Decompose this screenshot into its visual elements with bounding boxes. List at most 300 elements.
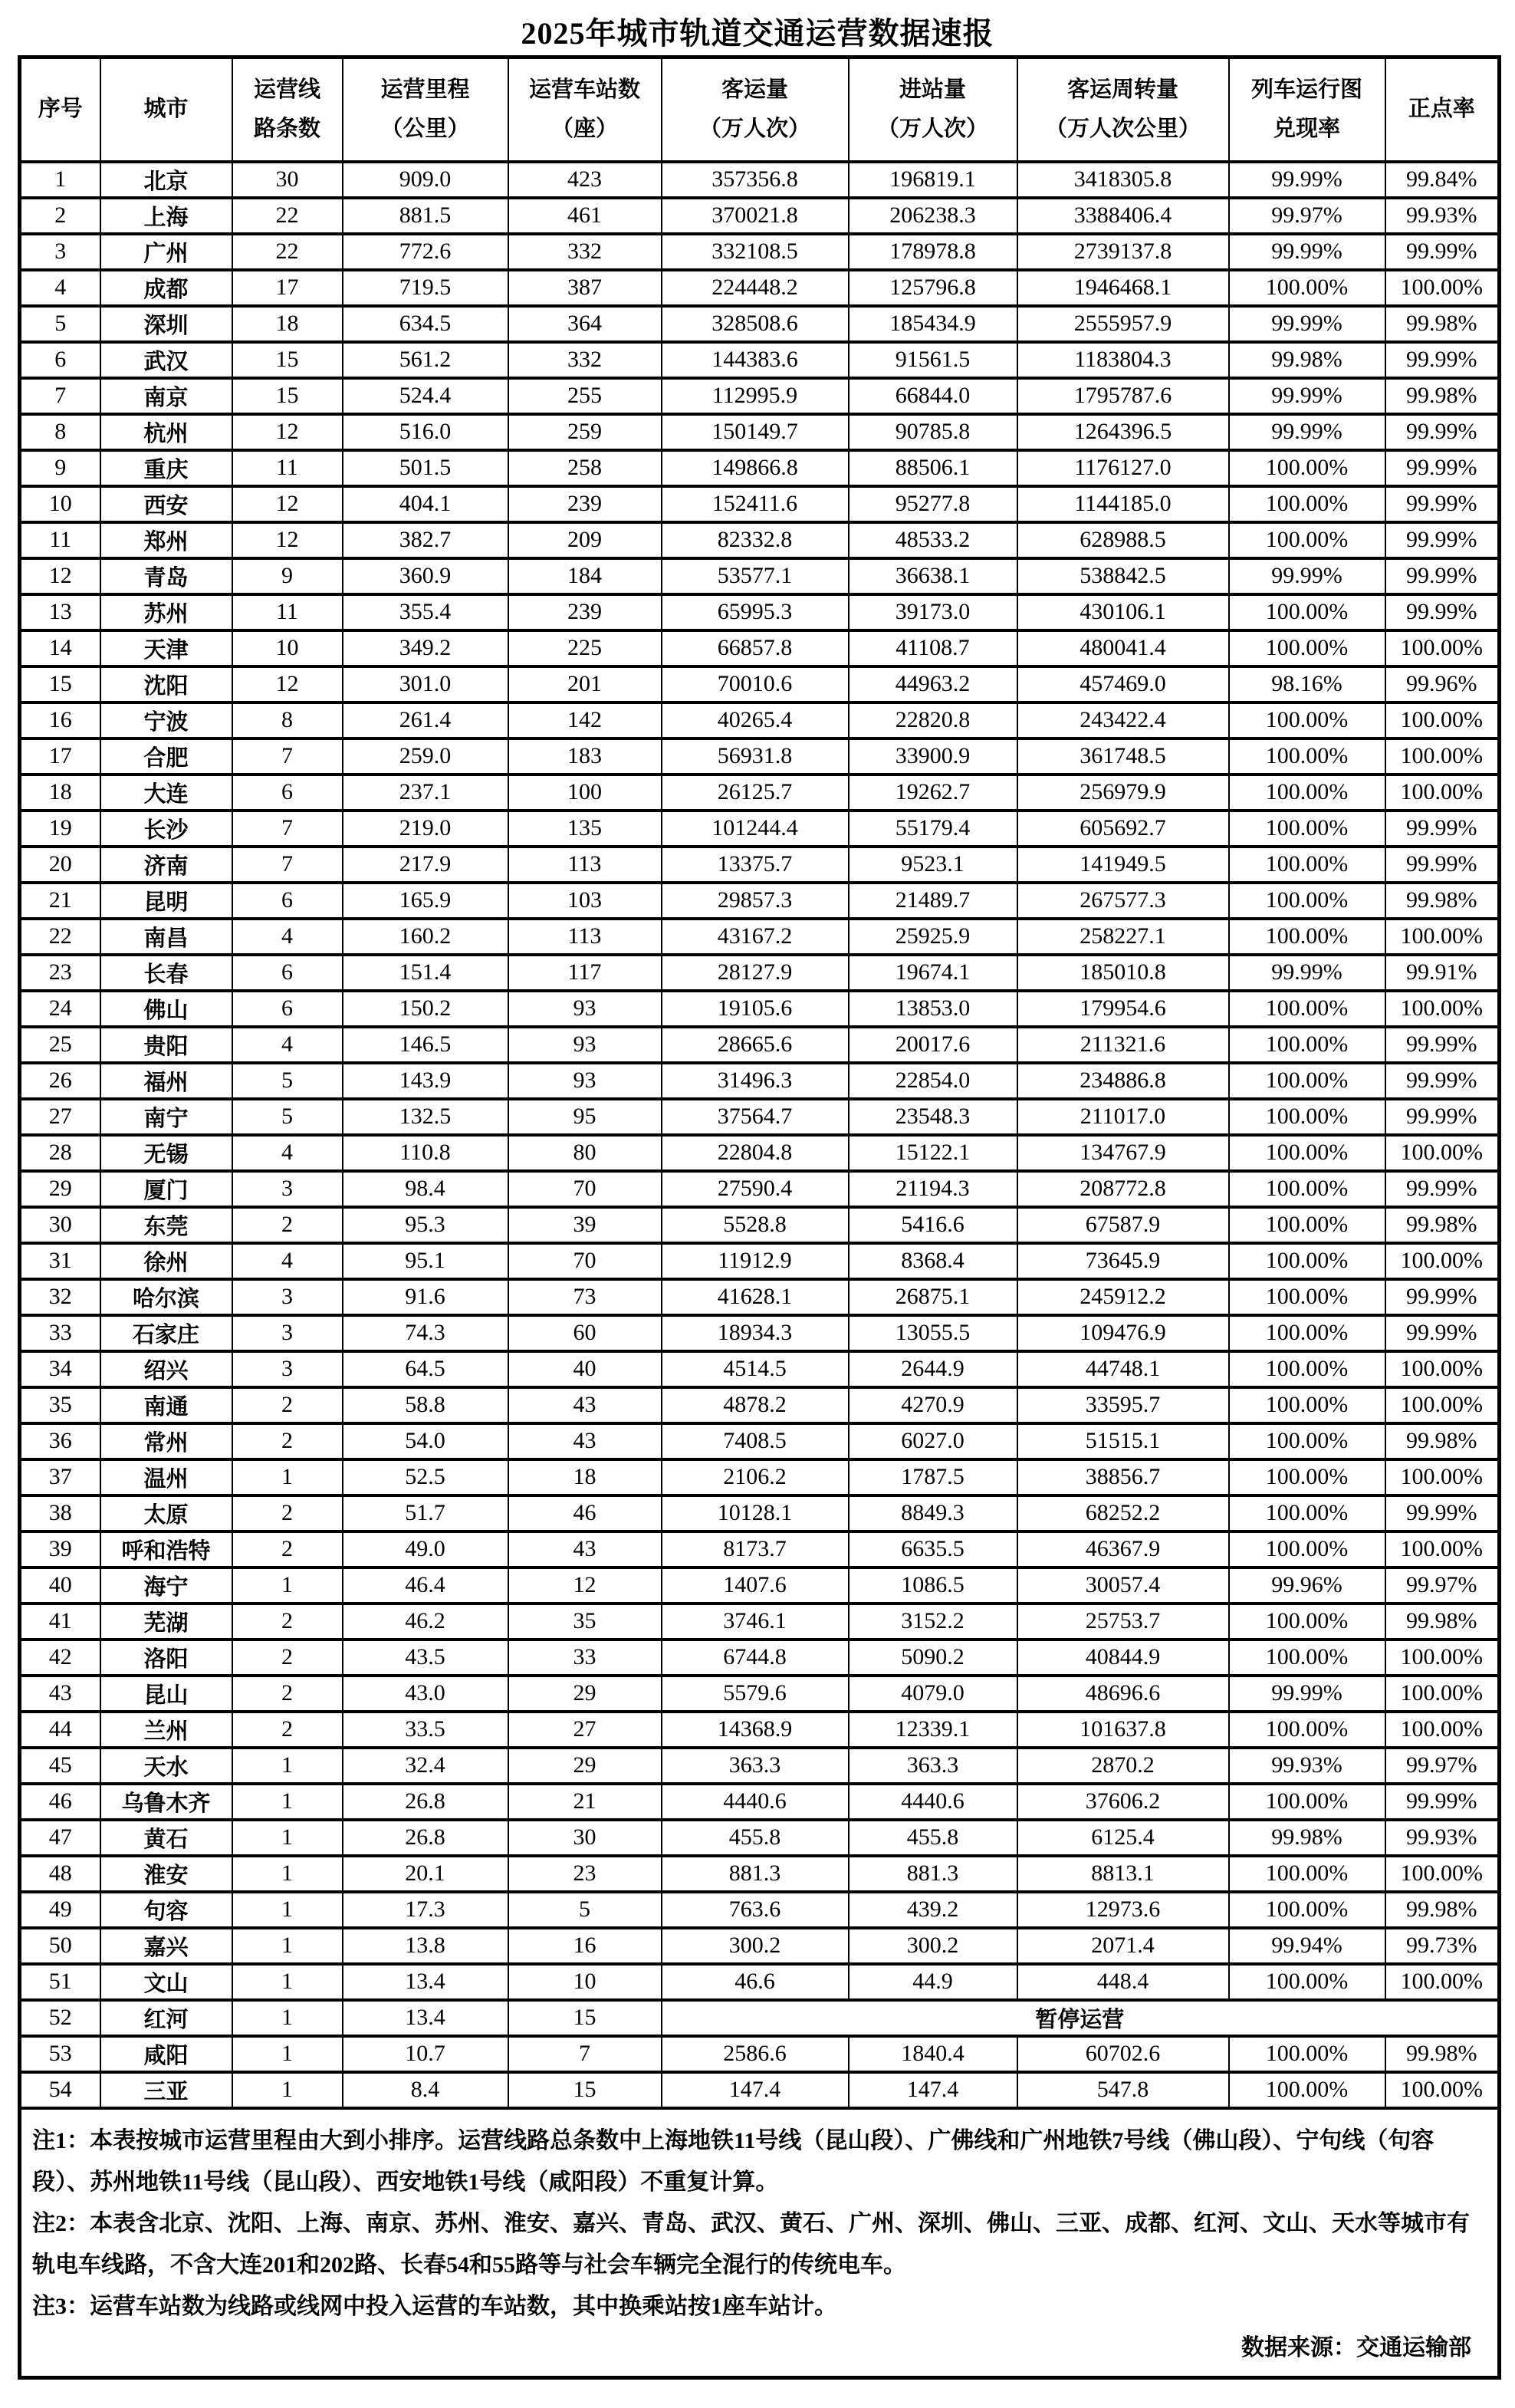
- table-cell: 徐州: [100, 1243, 232, 1279]
- table-cell: 73: [508, 1279, 662, 1315]
- column-header: 城市: [100, 58, 232, 162]
- table-cell: 4: [232, 919, 343, 955]
- table-cell: 8813.1: [1017, 1856, 1229, 1892]
- table-cell: 18934.3: [662, 1315, 849, 1351]
- table-cell: 12: [232, 414, 343, 450]
- table-cell: 44963.2: [849, 666, 1017, 702]
- table-cell: 10: [508, 1964, 662, 2000]
- table-cell: 黄石: [100, 1820, 232, 1856]
- table-cell: 15: [508, 2000, 662, 2036]
- table-cell: 太原: [100, 1495, 232, 1531]
- page-title: 2025年城市轨道交通运营数据速报: [521, 16, 994, 51]
- table-cell: 300.2: [849, 1928, 1017, 1964]
- table-cell: 3418305.8: [1017, 162, 1229, 198]
- table-cell: 259: [508, 414, 662, 450]
- table-cell: 22: [232, 234, 343, 270]
- table-cell: 7: [508, 2036, 662, 2072]
- table-cell: 99.99%: [1385, 1099, 1500, 1135]
- table-cell: 6125.4: [1017, 1820, 1229, 1856]
- table-cell: 142: [508, 702, 662, 739]
- table-cell: 52.5: [343, 1459, 508, 1495]
- table-cell: 4440.6: [849, 1784, 1017, 1820]
- table-row: [20, 702, 1500, 739]
- column-header: 列车运行图 兑现率: [1229, 58, 1385, 162]
- data-source: 数据来源：交通运输部: [1241, 2334, 1471, 2360]
- column-header: 序号: [20, 58, 100, 162]
- table-cell: 15122.1: [849, 1135, 1017, 1171]
- table-row: [20, 2000, 1500, 2036]
- table-cell: 3152.2: [849, 1604, 1017, 1640]
- table-cell: 南通: [100, 1387, 232, 1423]
- table-cell: 2: [232, 1676, 343, 1712]
- table-cell: 99.98%: [1385, 2036, 1500, 2072]
- table-cell: 100.00%: [1229, 775, 1385, 811]
- column-header: 客运周转量 （万人次公里）: [1017, 58, 1229, 162]
- table-cell: 20017.6: [849, 1027, 1017, 1063]
- table-row: [20, 1531, 1500, 1568]
- table-cell: 兰州: [100, 1712, 232, 1748]
- notes: [20, 2108, 1500, 2378]
- table-cell: 南宁: [100, 1099, 232, 1135]
- table-cell: 99.98%: [1385, 883, 1500, 919]
- table-cell: 28127.9: [662, 955, 849, 991]
- table-cell: 100.00%: [1229, 1856, 1385, 1892]
- table-cell: 100.00%: [1229, 630, 1385, 666]
- table-cell: 50: [20, 1928, 100, 1964]
- table-cell: 1407.6: [662, 1568, 849, 1604]
- table-cell: 99.99%: [1385, 414, 1500, 450]
- table-cell: 1795787.6: [1017, 378, 1229, 414]
- table-cell: 54: [20, 2072, 100, 2108]
- table-cell: 524.4: [343, 378, 508, 414]
- table-row: [20, 1243, 1500, 1279]
- note-label: 注1：: [32, 2127, 90, 2153]
- table-cell: 4: [232, 1027, 343, 1063]
- table-cell: 12: [20, 558, 100, 594]
- table-cell: 咸阳: [100, 2036, 232, 2072]
- table-cell: 14368.9: [662, 1712, 849, 1748]
- table-cell: 26.8: [343, 1784, 508, 1820]
- table-cell: 99.99%: [1385, 522, 1500, 558]
- table-cell: 100.00%: [1229, 1351, 1385, 1387]
- table-cell: 12: [232, 486, 343, 522]
- table-cell: 99.98%: [1385, 306, 1500, 342]
- table-cell: 634.5: [343, 306, 508, 342]
- table-row: [20, 1784, 1500, 1820]
- table-body: [20, 162, 1500, 2378]
- table-cell: 332: [508, 234, 662, 270]
- table-cell: 36: [20, 1423, 100, 1459]
- table-cell: 370021.8: [662, 198, 849, 234]
- table-cell: 昆山: [100, 1676, 232, 1712]
- table-cell: 99.99%: [1385, 594, 1500, 630]
- table-cell: 99.97%: [1385, 1748, 1500, 1784]
- table-cell: 21489.7: [849, 883, 1017, 919]
- table-cell: 100.00%: [1385, 1640, 1500, 1676]
- table-cell: 461: [508, 198, 662, 234]
- table-cell: 53577.1: [662, 558, 849, 594]
- table-cell: 43: [20, 1676, 100, 1712]
- table-cell: 360.9: [343, 558, 508, 594]
- table-cell: 387: [508, 270, 662, 306]
- column-header: 运营线 路条数: [232, 58, 343, 162]
- table-cell: 206238.3: [849, 198, 1017, 234]
- table-cell: 209: [508, 522, 662, 558]
- table-cell: 364: [508, 306, 662, 342]
- table-cell: 349.2: [343, 630, 508, 666]
- table-cell: 9523.1: [849, 847, 1017, 883]
- table-cell: 11912.9: [662, 1243, 849, 1279]
- table-cell: 2644.9: [849, 1351, 1017, 1387]
- table-cell: 183: [508, 739, 662, 775]
- table-cell: 43.5: [343, 1640, 508, 1676]
- table-cell: 100.00%: [1385, 1135, 1500, 1171]
- table-cell: 99.99%: [1385, 1784, 1500, 1820]
- table-cell: 73645.9: [1017, 1243, 1229, 1279]
- table-row: [20, 1423, 1500, 1459]
- table-cell: 245912.2: [1017, 1279, 1229, 1315]
- table-cell: 杭州: [100, 414, 232, 450]
- table-cell: 12973.6: [1017, 1892, 1229, 1928]
- table-cell: 26: [20, 1063, 100, 1099]
- table-cell: 46.2: [343, 1604, 508, 1640]
- table-cell: 93: [508, 1063, 662, 1099]
- table-cell: 100.00%: [1229, 1207, 1385, 1243]
- table-row: [20, 162, 1500, 198]
- table-cell: 259.0: [343, 739, 508, 775]
- table-cell: 16: [508, 1928, 662, 1964]
- table-cell: 100.00%: [1385, 630, 1500, 666]
- table-cell: 60: [508, 1315, 662, 1351]
- table-row: [20, 342, 1500, 378]
- table-cell: 17: [232, 270, 343, 306]
- table-cell: 99.99%: [1385, 486, 1500, 522]
- table-cell: 99.99%: [1229, 234, 1385, 270]
- table-cell: 255: [508, 378, 662, 414]
- table-row: [20, 666, 1500, 702]
- table-cell: 100.00%: [1229, 1531, 1385, 1568]
- table-cell: 5528.8: [662, 1207, 849, 1243]
- table-cell: 501.5: [343, 450, 508, 486]
- table-cell: 54.0: [343, 1423, 508, 1459]
- table-cell: 深圳: [100, 306, 232, 342]
- table-cell: 40844.9: [1017, 1640, 1229, 1676]
- table-cell: 99.99%: [1229, 414, 1385, 450]
- table-cell: 881.3: [849, 1856, 1017, 1892]
- table-cell: 47: [20, 1820, 100, 1856]
- table-cell: 99.96%: [1385, 666, 1500, 702]
- table-cell: 211017.0: [1017, 1099, 1229, 1135]
- table-cell: 95277.8: [849, 486, 1017, 522]
- table-cell: 64.5: [343, 1351, 508, 1387]
- table-cell: 301.0: [343, 666, 508, 702]
- table-cell: 1946468.1: [1017, 270, 1229, 306]
- table-cell: 23: [20, 955, 100, 991]
- table-cell: 208772.8: [1017, 1171, 1229, 1207]
- table-cell: 28665.6: [662, 1027, 849, 1063]
- table-cell: 43: [508, 1423, 662, 1459]
- table-cell: 88506.1: [849, 450, 1017, 486]
- table-row: [20, 270, 1500, 306]
- table-cell: 长沙: [100, 811, 232, 847]
- table-cell: 99.99%: [1385, 847, 1500, 883]
- table-cell: 43167.2: [662, 919, 849, 955]
- table-cell: 西安: [100, 486, 232, 522]
- table-cell: 100.00%: [1229, 1315, 1385, 1351]
- table-cell: 12339.1: [849, 1712, 1017, 1748]
- table-cell: 99.99%: [1385, 1063, 1500, 1099]
- table-cell: 99.91%: [1385, 955, 1500, 991]
- table-cell: 561.2: [343, 342, 508, 378]
- table-cell: 23: [508, 1856, 662, 1892]
- table-cell: 100.00%: [1229, 1063, 1385, 1099]
- table-cell: 100.00%: [1385, 739, 1500, 775]
- table-cell: 146.5: [343, 1027, 508, 1063]
- table-cell: 东莞: [100, 1207, 232, 1243]
- table-cell: 46.4: [343, 1568, 508, 1604]
- table-cell: 6: [232, 991, 343, 1027]
- table-cell: 423: [508, 162, 662, 198]
- table-cell: 27590.4: [662, 1171, 849, 1207]
- table-cell: 332108.5: [662, 234, 849, 270]
- table-cell: 39: [508, 1207, 662, 1243]
- table-cell: 881.5: [343, 198, 508, 234]
- table-row: [20, 2036, 1500, 2072]
- table-cell: 100.00%: [1229, 1027, 1385, 1063]
- table-cell: 天津: [100, 630, 232, 666]
- table-cell: 99.98%: [1385, 1207, 1500, 1243]
- table-cell: 39: [20, 1531, 100, 1568]
- table-cell: 65995.3: [662, 594, 849, 630]
- table-cell: 100.00%: [1385, 1676, 1500, 1712]
- table-cell: 34: [20, 1351, 100, 1387]
- table-cell: 无锡: [100, 1135, 232, 1171]
- table-cell: 17: [20, 739, 100, 775]
- table-cell: 天水: [100, 1748, 232, 1784]
- table-cell: 328508.6: [662, 306, 849, 342]
- table-cell: 11: [232, 450, 343, 486]
- table-cell: 100.00%: [1385, 1712, 1500, 1748]
- table-cell: 99.99%: [1385, 1027, 1500, 1063]
- table-cell: 2: [232, 1531, 343, 1568]
- table-cell: 22: [20, 919, 100, 955]
- table-cell: 258227.1: [1017, 919, 1229, 955]
- table-cell: 40: [508, 1351, 662, 1387]
- table-cell: 237.1: [343, 775, 508, 811]
- table-cell: 67587.9: [1017, 1207, 1229, 1243]
- note: [32, 2120, 1485, 2203]
- table-cell: 10: [20, 486, 100, 522]
- table-cell: 46367.9: [1017, 1531, 1229, 1568]
- table-cell: 2: [232, 1207, 343, 1243]
- table-cell: 151.4: [343, 955, 508, 991]
- table-cell: 9: [20, 450, 100, 486]
- table-cell: 99.84%: [1385, 162, 1500, 198]
- table-cell: 256979.9: [1017, 775, 1229, 811]
- table-cell: 70010.6: [662, 666, 849, 702]
- table-row: [20, 1640, 1500, 1676]
- table-row: [20, 1171, 1500, 1207]
- table-cell: 41: [20, 1604, 100, 1640]
- table-row: [20, 1856, 1500, 1892]
- table-cell: 芜湖: [100, 1604, 232, 1640]
- table-row: [20, 306, 1500, 342]
- table-cell: 363.3: [662, 1748, 849, 1784]
- table-cell: 1086.5: [849, 1568, 1017, 1604]
- table-cell: 1: [232, 1964, 343, 2000]
- table-cell: 99.99%: [1229, 378, 1385, 414]
- table-cell: 21: [508, 1784, 662, 1820]
- table-cell: 141949.5: [1017, 847, 1229, 883]
- table-cell: 15: [232, 342, 343, 378]
- table-cell: 239: [508, 594, 662, 630]
- table-cell: 19: [20, 811, 100, 847]
- table-cell: 112995.9: [662, 378, 849, 414]
- table-cell: 95.3: [343, 1207, 508, 1243]
- table-cell: 217.9: [343, 847, 508, 883]
- table-row: [20, 811, 1500, 847]
- table-row: [20, 1207, 1500, 1243]
- table-cell: 22820.8: [849, 702, 1017, 739]
- table-cell: 100.00%: [1229, 702, 1385, 739]
- table-cell: 宁波: [100, 702, 232, 739]
- table-cell: 100.00%: [1385, 1459, 1500, 1495]
- table-cell: 37606.2: [1017, 1784, 1229, 1820]
- table-cell: 66844.0: [849, 378, 1017, 414]
- table-row: [20, 378, 1500, 414]
- table-cell: 100.00%: [1385, 1351, 1500, 1387]
- table-cell: 48696.6: [1017, 1676, 1229, 1712]
- table-cell: 沈阳: [100, 666, 232, 702]
- table-cell: 93: [508, 1027, 662, 1063]
- table-cell: 41108.7: [849, 630, 1017, 666]
- table-cell: 1840.4: [849, 2036, 1017, 2072]
- table-cell: 455.8: [662, 1820, 849, 1856]
- table-cell: 91561.5: [849, 342, 1017, 378]
- table-cell: 179954.6: [1017, 991, 1229, 1027]
- table-cell: 99.99%: [1229, 1676, 1385, 1712]
- table-cell: 70: [508, 1171, 662, 1207]
- table-cell: 6: [20, 342, 100, 378]
- table-cell: 455.8: [849, 1820, 1017, 1856]
- column-header: 运营里程 （公里）: [343, 58, 508, 162]
- table-cell: 99.99%: [1385, 1171, 1500, 1207]
- table-cell: 7408.5: [662, 1423, 849, 1459]
- table-cell: 3: [232, 1171, 343, 1207]
- table-cell: 13: [20, 594, 100, 630]
- table-cell: 147.4: [849, 2072, 1017, 2108]
- table-cell: 13.4: [343, 1964, 508, 2000]
- table-cell: 763.6: [662, 1892, 849, 1928]
- table-cell: 53: [20, 2036, 100, 2072]
- table-cell: 12: [232, 666, 343, 702]
- column-header: 进站量 （万人次）: [849, 58, 1017, 162]
- table-row: [20, 1135, 1500, 1171]
- table-cell: 福州: [100, 1063, 232, 1099]
- table-row: [20, 1820, 1500, 1856]
- table-cell: 7: [232, 811, 343, 847]
- table-cell: 4270.9: [849, 1387, 1017, 1423]
- table-cell: 361748.5: [1017, 739, 1229, 775]
- table-cell: 113: [508, 847, 662, 883]
- table-cell: 100.00%: [1229, 1387, 1385, 1423]
- table-cell: 6: [232, 775, 343, 811]
- table-cell: 516.0: [343, 414, 508, 450]
- table-cell: 30057.4: [1017, 1568, 1229, 1604]
- table-cell: 32.4: [343, 1748, 508, 1784]
- table-cell: 100.00%: [1385, 1964, 1500, 2000]
- table-row: [20, 1351, 1500, 1387]
- table-cell: 4079.0: [849, 1676, 1017, 1712]
- table-cell: 239: [508, 486, 662, 522]
- table-cell: 5: [20, 306, 100, 342]
- table-cell: 33: [20, 1315, 100, 1351]
- table-cell: 100.00%: [1229, 2036, 1385, 2072]
- table-cell: 45: [20, 1748, 100, 1784]
- table-header: [20, 58, 1500, 162]
- table-cell: 29857.3: [662, 883, 849, 919]
- table-cell: 1: [232, 1892, 343, 1928]
- table-cell: 100.00%: [1229, 919, 1385, 955]
- table-cell: 贵阳: [100, 1027, 232, 1063]
- table-cell: 100.00%: [1229, 1135, 1385, 1171]
- table-cell: 56931.8: [662, 739, 849, 775]
- table-cell: 80: [508, 1135, 662, 1171]
- table-cell: 480041.4: [1017, 630, 1229, 666]
- table-cell: 30: [20, 1207, 100, 1243]
- table-cell: 100.00%: [1229, 1784, 1385, 1820]
- table-cell: 430106.1: [1017, 594, 1229, 630]
- table-cell: 文山: [100, 1964, 232, 2000]
- table-cell: 2: [232, 1495, 343, 1531]
- table-cell: 43.0: [343, 1676, 508, 1712]
- table-cell: 2: [232, 1387, 343, 1423]
- table-cell: 青岛: [100, 558, 232, 594]
- table-cell: 224448.2: [662, 270, 849, 306]
- table-cell: 99.99%: [1385, 1495, 1500, 1531]
- table-cell: 149866.8: [662, 450, 849, 486]
- table-cell: 132.5: [343, 1099, 508, 1135]
- table-cell: 哈尔滨: [100, 1279, 232, 1315]
- table-cell: 厦门: [100, 1171, 232, 1207]
- table-cell: 1: [232, 1459, 343, 1495]
- table-cell: 10: [232, 630, 343, 666]
- table-row: [20, 594, 1500, 630]
- table-cell: 13853.0: [849, 991, 1017, 1027]
- table-cell: 36638.1: [849, 558, 1017, 594]
- table-cell: 144383.6: [662, 342, 849, 378]
- table-cell: 12: [508, 1568, 662, 1604]
- table-cell: 101244.4: [662, 811, 849, 847]
- table-row: [20, 414, 1500, 450]
- table-row: [20, 1459, 1500, 1495]
- table-cell: 14: [20, 630, 100, 666]
- table-cell: 16: [20, 702, 100, 739]
- table-cell: 332: [508, 342, 662, 378]
- table-cell: 苏州: [100, 594, 232, 630]
- table-cell: 成都: [100, 270, 232, 306]
- table-cell: 30: [508, 1820, 662, 1856]
- table-cell: 1: [232, 1568, 343, 1604]
- table-cell: 淮安: [100, 1856, 232, 1892]
- table-cell: 红河: [100, 2000, 232, 2036]
- table-cell: 5: [232, 1099, 343, 1135]
- table-row: [20, 522, 1500, 558]
- table-cell: 99.93%: [1385, 1820, 1500, 1856]
- table-cell: 68252.2: [1017, 1495, 1229, 1531]
- table-row: [20, 739, 1500, 775]
- table-cell: 3: [232, 1279, 343, 1315]
